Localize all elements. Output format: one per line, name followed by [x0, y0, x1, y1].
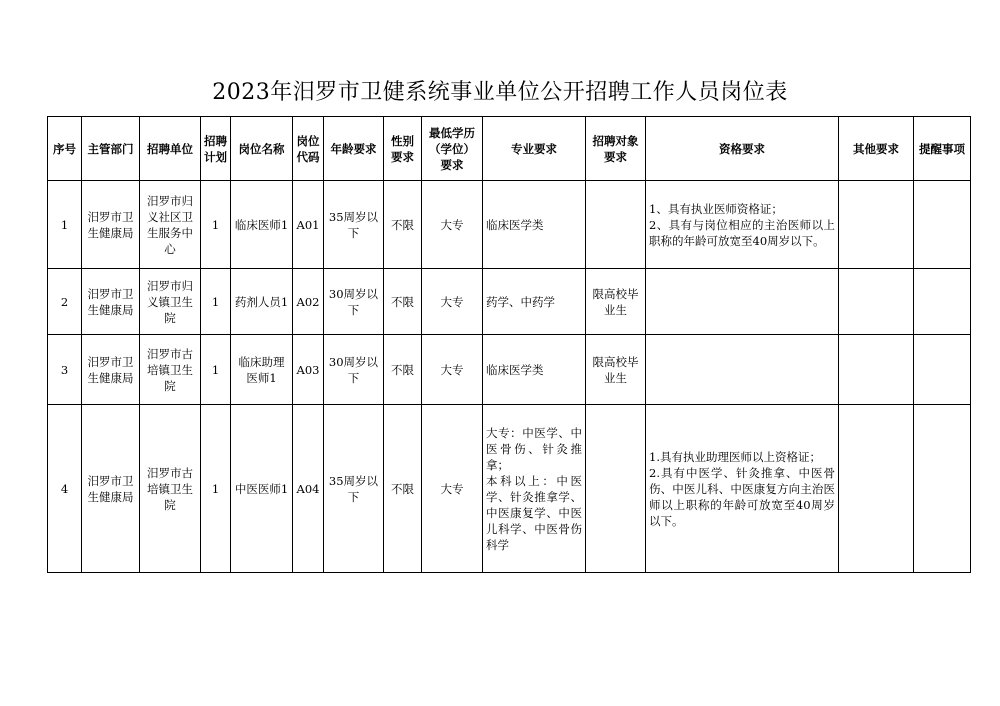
cell-remind: [914, 335, 971, 405]
cell-qualification: [646, 335, 839, 405]
header-cell: 岗位名称: [231, 117, 293, 181]
cell-code: A04: [293, 405, 324, 573]
cell-major: 大专：中医学、中医骨伤、针灸推拿； 本科以上：中医学、针灸推拿学、中医康复学、中医儿科学、中医骨伤科学: [483, 405, 586, 573]
cell-remind: [914, 269, 971, 335]
header-cell: 年龄要求: [324, 117, 384, 181]
job-table: [47, 116, 971, 573]
cell-plan: 1: [201, 405, 231, 573]
header-cell: 序号: [48, 117, 82, 181]
cell-gender: 不限: [384, 181, 422, 269]
cell-gender: 不限: [384, 335, 422, 405]
cell-gender: 不限: [384, 405, 422, 573]
cell-code: A02: [293, 269, 324, 335]
cell-age: 35周岁以下: [324, 181, 384, 269]
header-cell: 招聘对象要求: [586, 117, 646, 181]
table-row: [48, 405, 971, 573]
cell-dept: 汨罗市卫生健康局: [82, 181, 140, 269]
cell-target: 限高校毕业生: [586, 269, 646, 335]
cell-qualification: 1、具有执业医师资格证； 2、具有与岗位相应的主治医师以上职称的年龄可放宽至40周岁以下。: [646, 181, 839, 269]
cell-post: 中医医师1: [231, 405, 293, 573]
cell-plan: 1: [201, 335, 231, 405]
cell-dept: 汨罗市卫生健康局: [82, 405, 140, 573]
header-cell: 最低学历（学位）要求: [422, 117, 483, 181]
cell-edu: 大专: [422, 269, 483, 335]
header-cell: 性别要求: [384, 117, 422, 181]
header-cell: 其他要求: [839, 117, 914, 181]
cell-no: 4: [48, 405, 82, 573]
table-header-row: [48, 117, 971, 181]
cell-age: 30周岁以下: [324, 269, 384, 335]
cell-edu: 大专: [422, 405, 483, 573]
cell-unit: 汨罗市归义社区卫生服务中心: [140, 181, 201, 269]
table-row: [48, 269, 971, 335]
cell-no: 2: [48, 269, 82, 335]
cell-other: [839, 405, 914, 573]
cell-edu: 大专: [422, 335, 483, 405]
header-cell: 招聘单位: [140, 117, 201, 181]
cell-dept: 汨罗市卫生健康局: [82, 269, 140, 335]
cell-remind: [914, 405, 971, 573]
table-row: [48, 335, 971, 405]
header-cell: 岗位代码: [293, 117, 324, 181]
cell-other: [839, 335, 914, 405]
cell-unit: 汨罗市古培镇卫生院: [140, 405, 201, 573]
cell-age: 30周岁以下: [324, 335, 384, 405]
cell-unit: 汨罗市古培镇卫生院: [140, 335, 201, 405]
table-row: [48, 181, 971, 269]
cell-remind: [914, 181, 971, 269]
cell-edu: 大专: [422, 181, 483, 269]
cell-post: 临床医师1: [231, 181, 293, 269]
header-cell: 主管部门: [82, 117, 140, 181]
cell-code: A03: [293, 335, 324, 405]
cell-target: [586, 181, 646, 269]
cell-target: [586, 405, 646, 573]
cell-gender: 不限: [384, 269, 422, 335]
cell-age: 35周岁以下: [324, 405, 384, 573]
cell-post: 药剂人员1: [231, 269, 293, 335]
header-cell: 专业要求: [483, 117, 586, 181]
cell-other: [839, 181, 914, 269]
cell-qualification: 1.具有执业助理医师以上资格证； 2.具有中医学、针灸推拿、中医骨伤、中医儿科、中医康复方向主治医师以上职称的年龄可放宽至40周岁以下。: [646, 405, 839, 573]
cell-plan: 1: [201, 269, 231, 335]
cell-plan: 1: [201, 181, 231, 269]
cell-unit: 汨罗市归义镇卫生院: [140, 269, 201, 335]
cell-code: A01: [293, 181, 324, 269]
cell-target: 限高校毕业生: [586, 335, 646, 405]
header-cell: 招聘计划: [201, 117, 231, 181]
cell-major: 临床医学类: [483, 181, 586, 269]
header-cell: 提醒事项: [914, 117, 971, 181]
cell-other: [839, 269, 914, 335]
page-title: 2023年汨罗市卫健系统事业单位公开招聘工作人员岗位表: [212, 80, 788, 105]
cell-major: 药学、中药学: [483, 269, 586, 335]
cell-major: 临床医学类: [483, 335, 586, 405]
cell-qualification: [646, 269, 839, 335]
cell-post: 临床助理医师1: [231, 335, 293, 405]
cell-no: 1: [48, 181, 82, 269]
cell-no: 3: [48, 335, 82, 405]
header-cell: 资格要求: [646, 117, 839, 181]
cell-dept: 汨罗市卫生健康局: [82, 335, 140, 405]
